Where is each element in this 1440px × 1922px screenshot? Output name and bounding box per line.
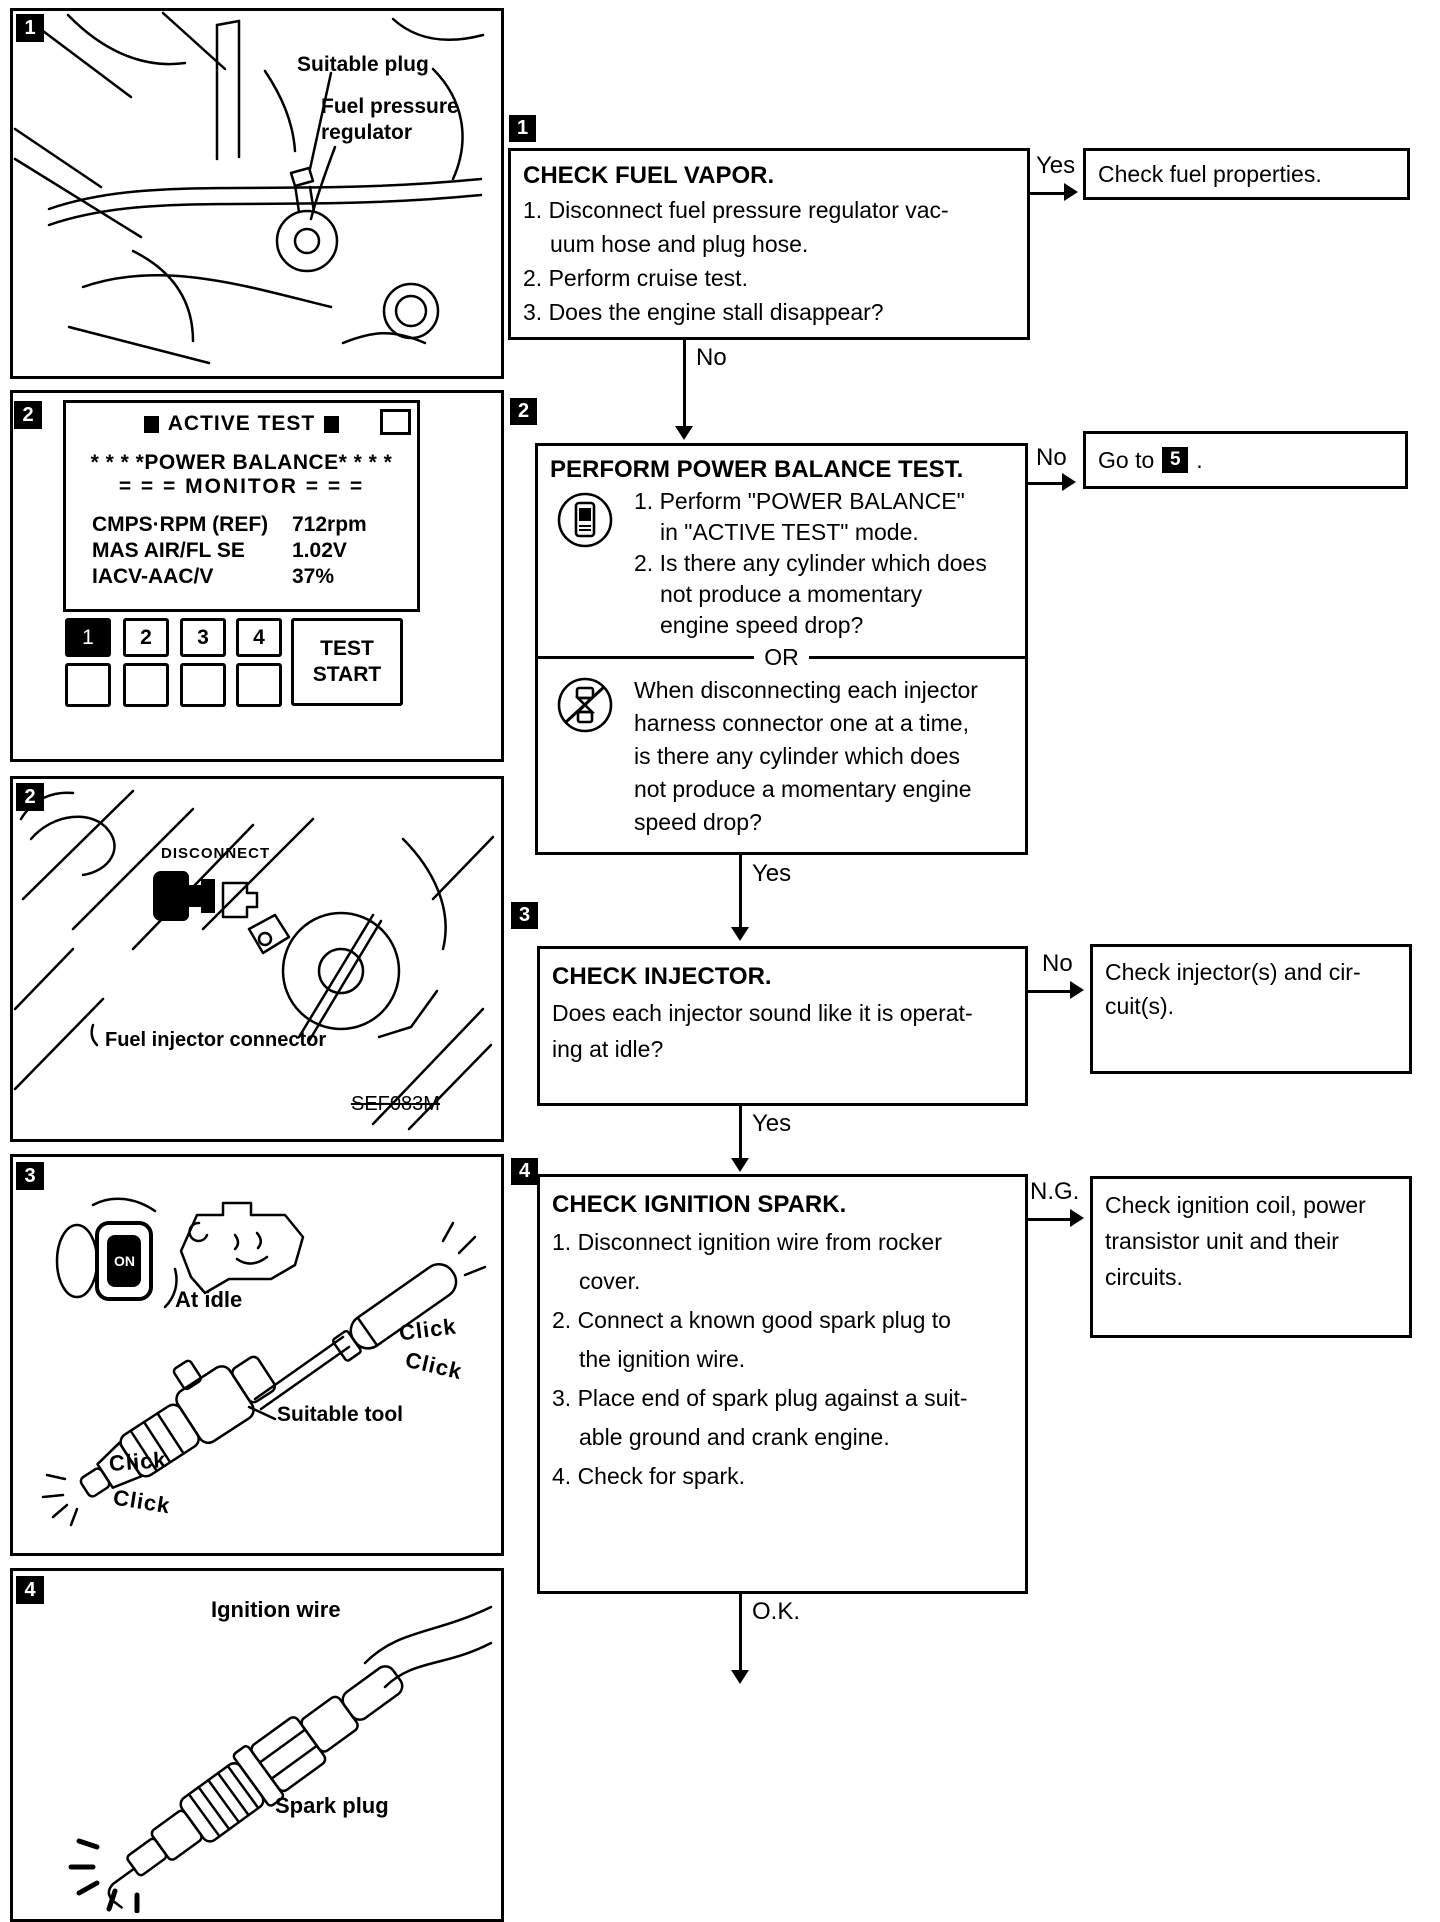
monitor-param: MAS AIR/FL SE: [92, 539, 245, 562]
step3-line: Does each injector sound like it is operat-: [552, 1000, 973, 1026]
step4-branch-arrowhead-icon: [1070, 1209, 1084, 1227]
figure-injector-click-check: [10, 1154, 504, 1556]
or-label: OR: [764, 644, 799, 670]
step4-down-arrowhead-icon: [731, 1670, 749, 1684]
suitable-tool-label: Suitable tool: [277, 1403, 403, 1426]
step4-result-line: Check ignition coil, power: [1105, 1192, 1366, 1218]
step3-down-arrow: [739, 1106, 742, 1162]
monitor-line: = = = MONITOR = = =: [118, 475, 365, 498]
step3-down-arrowhead-icon: [731, 1158, 749, 1172]
ignition-wire-label: Ignition wire: [211, 1597, 341, 1622]
step1-down-arrow: [683, 340, 686, 428]
step4-result-line: transistor unit and their: [1105, 1228, 1339, 1254]
step1-result-text: Check fuel properties.: [1098, 161, 1322, 187]
step2-box: [535, 443, 1028, 855]
step3-result-box: [1090, 944, 1412, 1074]
screen-header: [66, 412, 417, 436]
figure-spark-plug: [10, 1568, 504, 1922]
step2-badge: 2: [510, 398, 537, 425]
step1-line: 2. Perform cruise test.: [523, 265, 748, 291]
monitor-value: 37%: [292, 565, 335, 588]
disconnect-connector-icon: [153, 871, 215, 921]
spark-plug-label: Spark plug: [275, 1793, 389, 1818]
step2-no-label: No: [1036, 444, 1067, 471]
step4-line: able ground and crank engine.: [579, 1424, 890, 1450]
figure1-badge: 1: [16, 14, 44, 42]
consult-screen: [63, 400, 420, 612]
step4-ok-label: O.K.: [752, 1598, 801, 1625]
step2-line: not produce a momentary engine: [634, 776, 972, 802]
step1-result-box: [1083, 148, 1410, 200]
step2-result-box: [1083, 431, 1408, 489]
at-idle-label: At idle: [175, 1287, 243, 1312]
without-consult-icon: [556, 676, 614, 739]
step4-line: 4. Check for spark.: [552, 1463, 746, 1489]
step4-line: the ignition wire.: [579, 1346, 746, 1372]
monitor-param: CMPS·RPM (REF): [92, 513, 269, 536]
click-label: Click: [397, 1313, 458, 1346]
step2-line: not produce a momentary: [660, 581, 923, 607]
step3-badge: 3: [511, 902, 538, 929]
step4-down-arrow: [739, 1594, 742, 1672]
step1-down-arrowhead-icon: [675, 426, 693, 440]
step2-line: harness connector one at a time,: [634, 710, 969, 736]
step2-branch-arrowhead-icon: [1062, 473, 1076, 491]
step3-box: [537, 946, 1028, 1106]
step4-title: CHECK IGNITION SPARK.: [552, 1191, 847, 1218]
step4-result-line: circuits.: [1105, 1264, 1183, 1290]
cylinder-3-button: 3: [180, 618, 226, 657]
step4-line: cover.: [579, 1268, 641, 1294]
injector-disconnect-illustration: [13, 779, 495, 1133]
figure4-badge: 3: [16, 1162, 44, 1190]
step2-down-arrowhead-icon: [731, 927, 749, 941]
figure-fuel-pressure-regulator: [10, 8, 504, 379]
step4-box: [537, 1174, 1028, 1594]
monitor-value: 712rpm: [292, 513, 367, 536]
or-divider-line: [538, 656, 754, 659]
step1-box: [508, 148, 1030, 340]
ignition-key-on-label: ON: [114, 1253, 135, 1269]
or-divider-line: [809, 656, 1025, 659]
step4-branch-arrow: [1028, 1218, 1072, 1221]
figure-injector-disconnect: [10, 776, 504, 1142]
monitor-row: [92, 565, 417, 591]
step4-result-box: [1090, 1176, 1412, 1338]
step2-branch-arrow: [1028, 482, 1064, 485]
click-label: Click: [403, 1346, 465, 1385]
blank-button: [180, 663, 226, 707]
cylinder-2-button: 2: [123, 618, 169, 657]
step2-line: in "ACTIVE TEST" mode.: [660, 519, 919, 545]
cylinder-1-button: 1: [65, 618, 111, 657]
step2-line: 1. Perform "POWER BALANCE": [634, 488, 965, 514]
step2-line: 2. Is there any cylinder which does: [634, 550, 987, 576]
header-square-icon: [144, 416, 159, 433]
step1-yes-label: Yes: [1036, 152, 1076, 179]
step2-title: PERFORM POWER BALANCE TEST.: [550, 456, 964, 483]
step2-line: is there any cylinder which does: [634, 743, 960, 769]
test-start-line2: START: [312, 663, 382, 686]
blank-button: [236, 663, 282, 707]
step3-title: CHECK INJECTOR.: [552, 963, 772, 990]
step3-branch-arrowhead-icon: [1070, 981, 1084, 999]
step2-line: speed drop?: [634, 809, 762, 835]
step3-line: ing at idle?: [552, 1036, 664, 1062]
step1-line: 1. Disconnect fuel pressure regulator vac-: [523, 197, 949, 223]
fuel-injector-connector-label: Fuel injector connector: [105, 1029, 327, 1051]
step2-line: When disconnecting each injector: [634, 677, 978, 703]
monitor-param: IACV-AAC/V: [92, 565, 214, 588]
cylinder-4-button: 4: [236, 618, 282, 657]
monitor-row: [92, 539, 417, 565]
monitor-values: [92, 513, 417, 591]
fuel-pressure-regulator-label-line2: regulator: [321, 121, 413, 144]
figure-consult-active-test: [10, 390, 504, 762]
blank-button: [123, 663, 169, 707]
step4-ng-label: N.G.: [1030, 1178, 1080, 1205]
step3-no-label: No: [1042, 950, 1073, 977]
step2-line: engine speed drop?: [660, 612, 864, 638]
step1-no-label: No: [696, 344, 727, 371]
test-start-line1: TEST: [320, 637, 374, 660]
step1-badge: 1: [509, 115, 536, 142]
screen-checkbox-icon: [380, 409, 411, 435]
goto-prefix: Go to: [1098, 446, 1155, 473]
blank-button: [65, 663, 111, 707]
step4-line: 1. Disconnect ignition wire from rocker: [552, 1229, 942, 1255]
step2-yes-label: Yes: [752, 860, 792, 887]
step1-line: 3. Does the engine stall disappear?: [523, 299, 884, 325]
step3-branch-arrow: [1028, 990, 1072, 993]
figure2-badge: 2: [14, 401, 42, 429]
monitor-row: [92, 513, 417, 539]
step3-yes-label: Yes: [752, 1110, 792, 1137]
click-label: Click: [111, 1484, 173, 1519]
figure3-badge: 2: [16, 783, 44, 811]
step1-title: CHECK FUEL VAPOR.: [523, 162, 775, 189]
test-start-button: [291, 618, 403, 706]
step1-branch-arrowhead-icon: [1064, 183, 1078, 201]
goto-suffix: .: [1196, 446, 1203, 473]
step1-line: uum hose and plug hose.: [550, 231, 809, 257]
suitable-plug-label: Suitable plug: [297, 53, 429, 76]
step4-badge: 4: [511, 1158, 538, 1185]
step3-result-line: Check injector(s) and cir-: [1105, 959, 1361, 985]
step1-branch-arrow: [1030, 192, 1066, 195]
step3-result-line: cuit(s).: [1105, 993, 1174, 1019]
click-label: Click: [108, 1447, 168, 1476]
consult-device-icon: [556, 491, 614, 554]
step2-manual-method: [550, 674, 1013, 839]
step2-down-arrow: [739, 855, 742, 929]
step2-consult-method: [550, 486, 1013, 641]
fuel-pressure-regulator-label-line1: Fuel pressure: [321, 95, 459, 118]
header-square-icon: [324, 416, 339, 433]
power-balance-title: * * * *POWER BALANCE* * * *: [90, 451, 393, 474]
step4-line: 2. Connect a known good spark plug to: [552, 1307, 951, 1333]
or-divider: [538, 644, 1025, 671]
figure5-badge: 4: [16, 1576, 44, 1604]
monitor-value: 1.02V: [292, 539, 347, 562]
active-test-label: ACTIVE TEST: [167, 412, 316, 435]
step5-badge: 5: [1162, 447, 1188, 473]
figure-code: SEF083M: [351, 1093, 440, 1115]
goto-step5: [1086, 434, 1405, 486]
step4-line: 3. Place end of spark plug against a suit-: [552, 1385, 968, 1411]
disconnect-label: DISCONNECT: [161, 845, 271, 862]
